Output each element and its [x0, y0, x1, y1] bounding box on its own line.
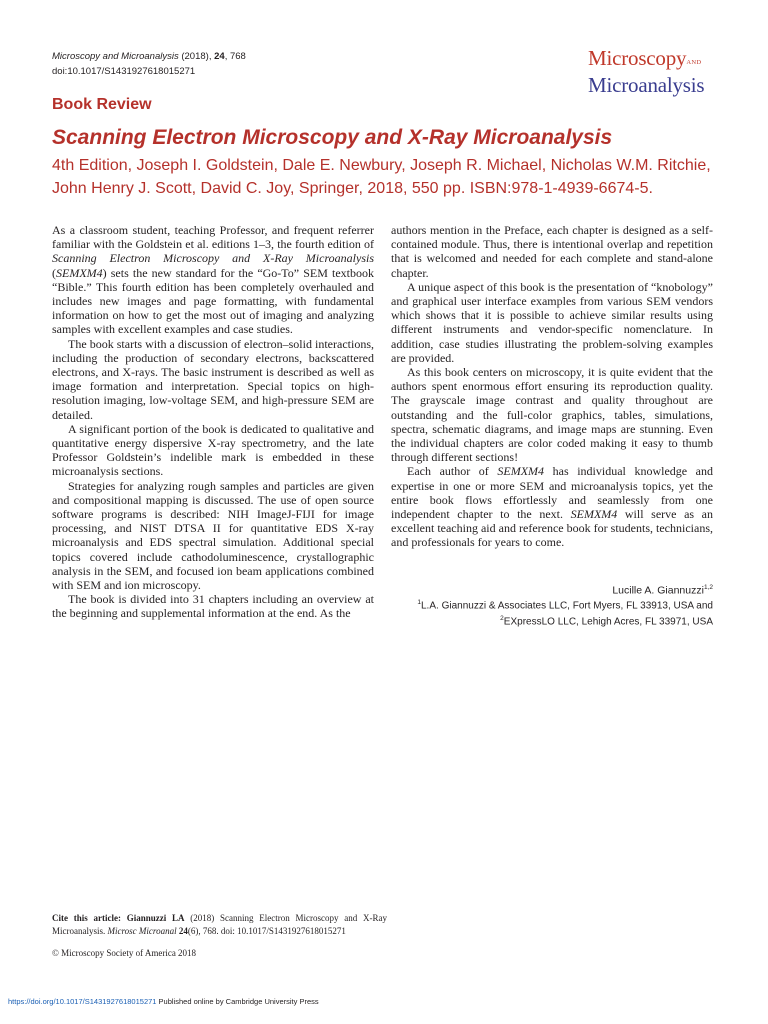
subtitle-line-1: 4th Edition, Joseph I. Goldstein, Dale E. Newbury, Joseph R. Michael, Nicholas W.M. Ritchie, — [52, 157, 711, 174]
cite-journal: Microsc Microanal — [107, 926, 177, 936]
article-title: Scanning Electron Microscopy and X-Ray Microanalysis — [52, 126, 613, 149]
affiliation-2 — [391, 613, 713, 629]
paragraph-1-text-b: ) sets the new standard for the “Go-To” SEM textbook “Bible.” This fourth edition has been completely overhauled and includes new images and page formatting, with fundamental information on how to get the most out of imaging and analyzing samples with excellent examples and case studies. — [52, 265, 374, 337]
cite-this-article — [52, 912, 387, 938]
journal-name: Microscopy and Microanalysis — [52, 51, 179, 62]
cite-author: Giannuzzi LA — [126, 913, 185, 923]
author-name — [391, 582, 713, 597]
aff2-text: EXpressLO LLC, Lehigh Acres, FL 33971, USA — [503, 616, 713, 628]
section-label: Book Review — [52, 96, 152, 113]
cite-label: Cite this article: — [52, 913, 121, 923]
logo-word-and: AND — [686, 59, 702, 66]
paragraph-7: As this book centers on microscopy, it is quite evident that the authors spent enormous effort ensuring its reproduction quality. The grayscale image contrast and quality throughout are outstanding and the full-color graphics, tables, simulations, spectra, schematic diagrams, and image maps are stunning. Even the individual chapters are color coded making it easy to thumb through different sections! — [391, 365, 713, 465]
body-column-right — [391, 223, 713, 550]
paragraph-8-text-c: will serve as an excellent teaching aid and reference book for students, technicians, and professionals for years to come. — [391, 507, 713, 550]
aff2-sup: 2 — [500, 614, 504, 622]
paragraph-1 — [52, 223, 374, 337]
journal-logo — [588, 47, 718, 96]
paragraph-2: The book starts with a discussion of electron–solid interactions, including the production of secondary electrons, backscattered electrons, and X-rays. The basic instrument is described as well as image formation and interpretation. Special topics on high-resolution imaging, low-voltage SEM, and high-pressure SEM are detailed. — [52, 336, 374, 422]
book-abbreviation: SEMXM4 — [497, 464, 545, 479]
journal-citation-header — [52, 49, 246, 79]
cite-text: (2018) Scanning Electron Microscopy and X-Ray Microanalysis. — [52, 913, 387, 936]
aff1-sup: 1 — [417, 599, 421, 606]
journal-year: (2018), — [181, 51, 212, 62]
paragraph-8 — [391, 464, 713, 549]
book-abbreviation: SEMXM4 — [56, 265, 103, 280]
cite-volume: 24 — [176, 926, 188, 936]
aff1-text: L.A. Giannuzzi & Associates LLC, Fort Myers, FL 33913, USA and — [421, 600, 713, 612]
author-sup: 1,2 — [703, 584, 713, 591]
paragraph-1-paren: ( — [52, 265, 56, 280]
journal-issue-line — [52, 49, 246, 64]
footer-publisher-text: Published online by Cambridge University Press — [156, 997, 319, 1006]
article-subtitle — [52, 154, 742, 200]
paragraph-5: The book is divided into 31 chapters including an overview at the beginning and supplemental information at the end. As the — [52, 592, 374, 621]
paragraph-5-continued: authors mention in the Preface, each chapter is designed as a self-contained module. Thus, there is intentional overlap and repetition that is welcomed and needed for each complete and stand-alone chapter. — [391, 223, 713, 280]
author-block — [391, 582, 713, 629]
book-title-italic: Scanning Electron Microscopy and X-Ray Microanalysis — [52, 251, 374, 266]
paragraph-8-text-a: Each author of — [407, 464, 498, 479]
logo-line-1 — [588, 47, 718, 74]
author-name-text: Lucille A. Giannuzzi — [612, 584, 704, 597]
subtitle-line-2: John Henry J. Scott, David C. Joy, Springer, 2018, 550 pp. ISBN:978-1-4939-6674-5. — [52, 180, 653, 197]
doi-link[interactable]: https://doi.org/10.1017/S1431927618015271 — [8, 997, 157, 1006]
journal-page: , 768 — [224, 51, 246, 62]
paragraph-8-text-b: has individual knowledge and expertise in one or more SEM and microanalysis topics, yet the entire book flows effortlessly and seamlessly from one independent chapter to the next. — [391, 464, 714, 522]
logo-line-2: Microanalysis — [588, 73, 705, 97]
copyright-notice: © Microscopy Society of America 2018 — [52, 948, 197, 958]
paragraph-4: Strategies for analyzing rough samples and particles are given and compositional mapping is discussed. The use of open source software programs is described: NIH ImageJ-FIJI for image processing, and NIST DTSA II for quantitative EDS X-ray microanalysis and EDS spectral simulation. Additional special topics covered include cathodoluminescence, crystallographic analysis in the SEM, and focused ion beam applications combined with SEM and ion microscopy. — [52, 478, 374, 593]
cite-rest: (6), 768. doi: 10.1017/S1431927618015271 — [187, 926, 346, 936]
page-footer — [8, 997, 319, 1006]
book-abbreviation: SEMXM4 — [570, 507, 618, 522]
paragraph-1-text-a: As a classroom student, teaching Professor, and frequent referrer familiar with the Goldstein et al. editions 1–3, the fourth edition of — [52, 223, 374, 252]
paragraph-3: A significant portion of the book is dedicated to qualitative and quantitative energy dispersive X-ray spectrometry, and the late Professor Goldstein’s indelible mark is embedded in these microanalysis sections. — [52, 421, 374, 479]
body-column-left — [52, 223, 374, 621]
logo-word-microscopy: Microscopy — [588, 46, 687, 70]
journal-volume: 24 — [214, 51, 225, 62]
article-doi: doi:10.1017/S1431927618015271 — [52, 66, 196, 77]
paragraph-6: A unique aspect of this book is the presentation of “knobology” and graphical user interface examples from various SEM vendors which shows that it is possible to achieve similar results using different instruments and vendor-specific nomenclature. In addition, case studies illustrating the problem-solving examples are provided. — [391, 279, 713, 365]
affiliation-1 — [391, 597, 713, 613]
